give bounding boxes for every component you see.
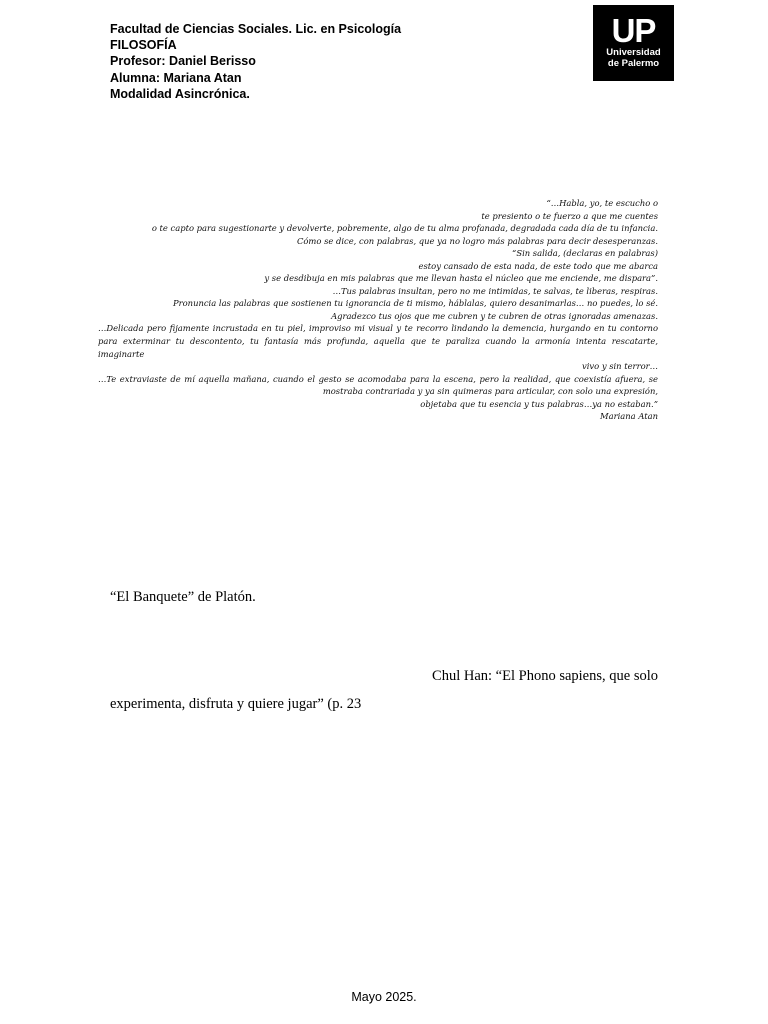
- logo-name-line2: de Palermo: [607, 58, 660, 69]
- university-logo: [593, 5, 674, 81]
- poem-line: …Tus palabras insultan, pero no me intimidas, te salvas, te liberas, respiras.: [332, 285, 658, 296]
- poem-line: y se desdibuja en mis palabras que me llevan hasta el núcleo que me enciende, me dispara”.: [264, 273, 658, 284]
- subject-line: FILOSOFÍA: [110, 38, 177, 53]
- logo-monogram: UP: [611, 12, 656, 49]
- professor-line: Profesor: Daniel Berisso: [110, 54, 256, 69]
- student-line: Alumna: Mariana Atan: [110, 70, 242, 85]
- poem-line: …Delicada pero fijamente incrustada en tu piel, improviso mi visual y te recorro lindando la demencia, hurgando en tu contorno: [98, 323, 658, 334]
- poem-line: Cómo se dice, con palabras, que ya no logro más palabras para decir desesperanzas.: [296, 235, 658, 246]
- logo-name-line1: Universidad: [606, 47, 661, 58]
- modality-line: Modalidad Asincrónica.: [110, 86, 250, 101]
- poem-line: Pronuncia las palabras que sostienen tu ignorancia de ti mismo, háblalas, quiero desanimarlas… no puedes, lo sé.: [173, 298, 658, 309]
- poem-line: objetaba que tu esencia y tus palabras…ya no estaban.”: [420, 398, 658, 409]
- poem-line: estoy cansado de esta nada, de este todo que me abarca: [418, 260, 658, 271]
- poem-line: vivo y sin terror…: [581, 361, 658, 372]
- poem-line: Agradezco tus ojos que me cubren y te cubren de otras ignoradas amenazas.: [331, 310, 658, 321]
- poem-line: te presiento o te fuerzo a que me cuentes: [481, 210, 658, 221]
- faculty-line: Facultad de Ciencias Sociales. Lic. en Psicología: [110, 22, 402, 36]
- poem-line: “…Habla, yo, te escucho o: [546, 198, 658, 208]
- quote-line-1: Chul Han: “El Phono sapiens, que solo: [432, 668, 658, 684]
- quote-line-2: experimenta, disfruta y quiere jugar” (p. 23: [110, 696, 362, 712]
- poem: [98, 197, 658, 423]
- poem-line: …Te extraviaste de mí aquella mañana, cuando el gesto se acomodaba para la escena, pero la realidad, que coexistía afuera, se: [98, 373, 658, 384]
- banquete-title: “El Banquete” de Platón.: [110, 589, 256, 605]
- date-footer: Mayo 2025.: [351, 990, 417, 1004]
- poem-line: para exterminar tu descontento, tu fantasía más profunda, aquella que te paraliza cuando la armonía intenta rescatarte, imaginarte: [98, 336, 658, 359]
- poem-line: mostraba contrariada y ya sin quimeras para articular, con solo una expresión,: [322, 386, 658, 397]
- document-header: [110, 21, 401, 102]
- poem-line: o te capto para sugestionarte y devolverte, pobremente, algo de tu alma profanada, degradada cada día de tu infancia.: [151, 223, 658, 234]
- han-quote: [110, 662, 658, 718]
- poem-signature: Mariana Atan: [600, 411, 658, 422]
- poem-line: “Sin salida, (declaras en palabras): [512, 248, 658, 259]
